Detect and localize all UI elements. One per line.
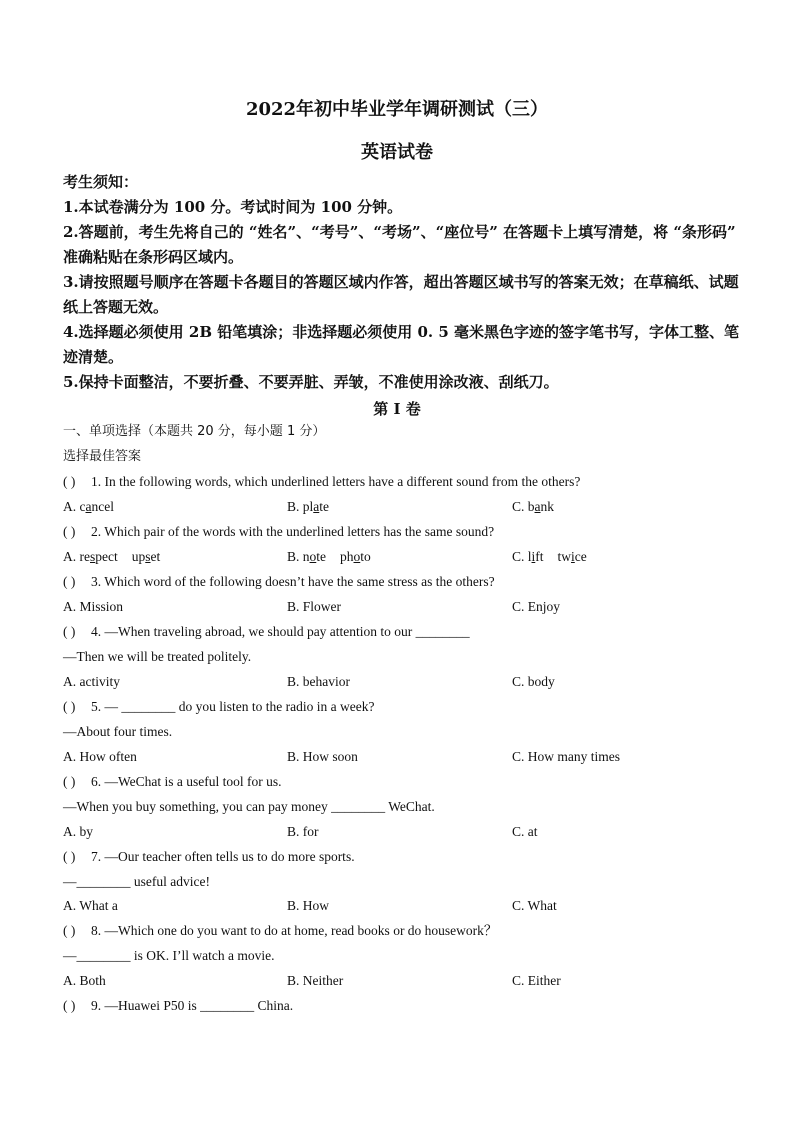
q5-option-c[interactable]: C. How many times (512, 749, 620, 764)
q6-dialogue-line: —When you buy something, you can pay money ________ WeChat. (63, 799, 435, 814)
answer-blank[interactable]: ( ) (63, 699, 76, 714)
question-9: ( ) 9. —Huawei P50 is ________ China. (63, 998, 294, 1013)
q4-option-b[interactable]: B. behavior (287, 674, 350, 689)
exam-subtitle: 英语试卷 (361, 142, 433, 163)
notice-item-1: 1.本试卷满分为 100 分。考试时间为 100 分钟。 (63, 198, 403, 216)
q4-dialogue-line: —Then we will be treated politely. (63, 649, 252, 664)
q7-option-b[interactable]: B. How (287, 898, 330, 913)
q6-option-a[interactable]: A. by (63, 824, 93, 839)
question-8: ( ) 8. —Which one do you want to do at home, read books or do housework？ (63, 923, 498, 938)
answer-blank[interactable]: ( ) (63, 849, 76, 864)
q8-option-b[interactable]: B. Neither (287, 973, 344, 988)
q3-option-a[interactable]: A. Mission (63, 599, 124, 614)
q7-dialogue-line: —________ useful advice! (63, 874, 210, 889)
q7-option-c[interactable]: C. What (512, 898, 557, 913)
answer-blank[interactable]: ( ) (63, 774, 76, 789)
q2-option-a[interactable]: A. respect upset (63, 549, 161, 564)
answer-blank[interactable]: ( ) (63, 574, 76, 589)
q1-option-a[interactable]: A. cancel (63, 499, 114, 514)
volume-label: 第 I 卷 (373, 400, 421, 418)
notice-item-5: 5.保持卡面整洁，不要折叠、不要弄脏、弄皱，不准使用涂改液、刮纸刀。 (63, 373, 559, 391)
question-6: ( ) 6. —WeChat is a useful tool for us. (63, 774, 282, 789)
q4-option-a[interactable]: A. activity (63, 674, 120, 689)
notice-item-2: 2.答题前，考生先将自己的 “姓名”、“考号”、“考场”、“座位号” 在答题卡上填写清楚，将 “条形码” 准确粘贴在条形码区域内。 (63, 223, 736, 266)
q5-option-a[interactable]: A. How often (63, 749, 137, 764)
q1-option-b[interactable]: B. plate (287, 499, 330, 514)
q5-dialogue-line: —About four times. (63, 724, 173, 739)
question-2: ( ) 2. Which pair of the words with the underlined letters has the same sound? (63, 524, 495, 539)
notice-item-4: 4.选择题必须使用 2B 铅笔填涂；非选择题必须使用 0. 5 毫米黑色字迹的签字笔书写，字体工整、笔迹清楚。 (63, 323, 739, 366)
q6-option-c[interactable]: C. at (512, 824, 538, 839)
question-3: ( ) 3. Which word of the following doesn’t have the same stress as the others? (63, 574, 495, 589)
part-instruction: 选择最佳答案 (63, 449, 142, 464)
q2-option-b[interactable]: B. note photo (287, 549, 371, 564)
answer-blank[interactable]: ( ) (63, 624, 76, 639)
q3-option-b[interactable]: B. Flower (287, 599, 341, 614)
question-5: ( ) 5. — ________ do you listen to the radio in a week? (63, 699, 375, 714)
question-1: ( ) 1. In the following words, which underlined letters have a different sound from the others? (63, 474, 581, 489)
q7-option-a[interactable]: A. What a (63, 898, 118, 913)
q5-option-b[interactable]: B. How soon (287, 749, 358, 764)
part-title: 一、单项选择（本题共 20 分，每小题 1 分） (63, 424, 326, 439)
answer-blank[interactable]: ( ) (63, 524, 76, 539)
notice-item-3: 3.请按照题号顺序在答题卡各题目的答题区域内作答，超出答题区域书写的答案无效；在草稿纸、试题纸上答题无效。 (63, 273, 739, 316)
answer-blank[interactable]: ( ) (63, 998, 76, 1013)
q6-option-b[interactable]: B. for (287, 824, 319, 839)
question-4: ( ) 4. —When traveling abroad, we should pay attention to our ________ (63, 624, 470, 639)
q1-option-c[interactable]: C. bank (512, 499, 555, 514)
q3-option-c[interactable]: C. Enjoy (512, 599, 561, 614)
exam-title: 2022年初中毕业学年调研测试（三） (245, 99, 549, 120)
notice-heading: 考生须知： (63, 173, 139, 191)
q4-option-c[interactable]: C. body (512, 674, 555, 689)
q8-dialogue-line: —________ is OK. I’ll watch a movie. (63, 948, 275, 963)
q8-option-c[interactable]: C. Either (512, 973, 561, 988)
q8-option-a[interactable]: A. Both (63, 973, 106, 988)
answer-blank[interactable]: ( ) (63, 923, 76, 938)
question-7: ( ) 7. —Our teacher often tells us to do more sports. (63, 849, 355, 864)
q2-option-c[interactable]: C. lift twice (512, 549, 587, 564)
answer-blank[interactable]: ( ) (63, 474, 76, 489)
